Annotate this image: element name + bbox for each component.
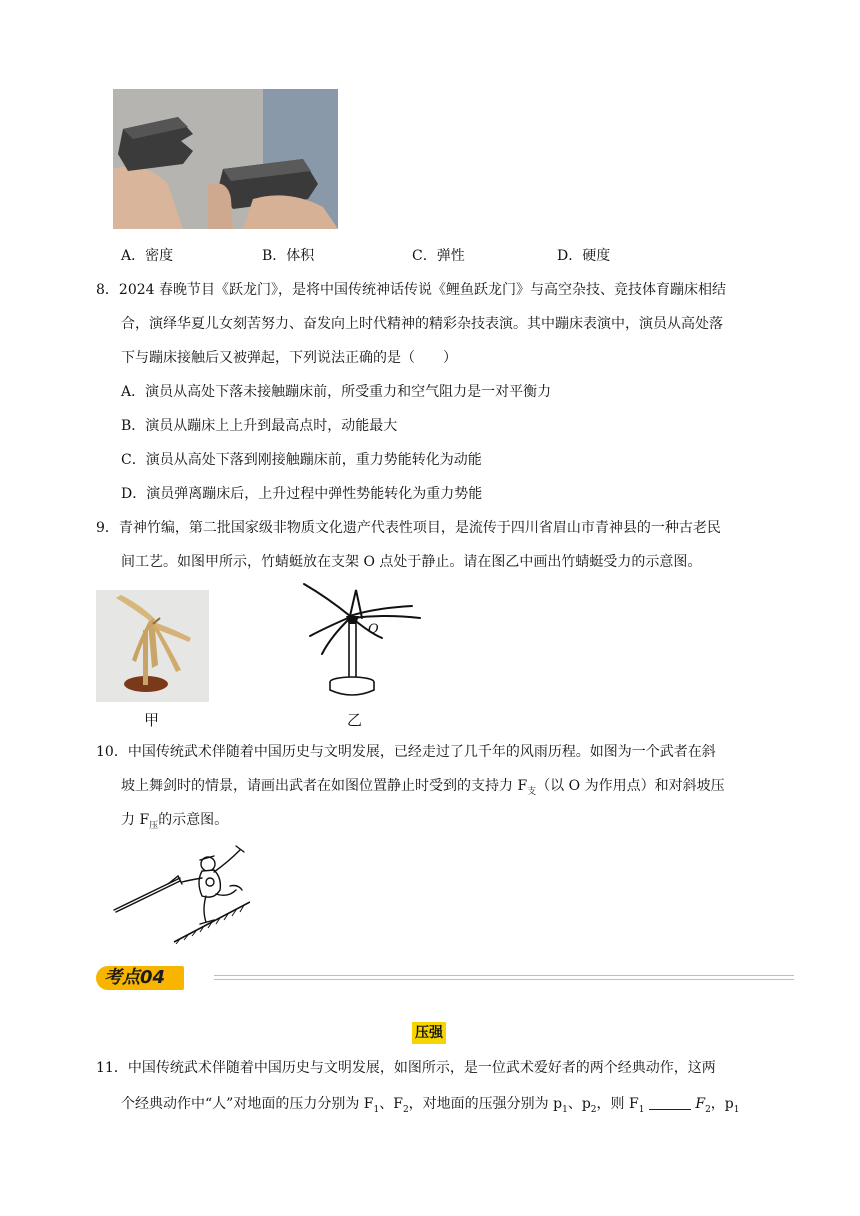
q10-stem-line-3: 力 $F_压$的示意图。 (121, 812, 229, 831)
q8-option-d: D．演员弹离蹦床后，上升过程中弹性势能转化为重力势能 (121, 486, 483, 502)
q8-stem-line-1: 8．2024 春晚节目《跃龙门》，是将中国传统神话传说《鲤鱼跃龙门》与高空杂技、竞技体育蹦床相结 (96, 282, 726, 298)
q7-option-d: D．硬度 (557, 248, 611, 264)
dragonfly-on-stand-diagram (290, 578, 430, 706)
q10-stem-line-2: 坡上舞剑时的情景，请画出武者在如图位置静止时受到的支持力 $F_支$（以 O 为作用点）和对斜坡压 (121, 778, 725, 797)
q9-figure-yi-label: 乙 (347, 711, 363, 729)
q10-stem-line-1: 10．中国传统武术伴随着中国历史与文明发展，已经走过了几千年的风雨历程。如图为一个武者在斜 (96, 744, 716, 760)
bamboo-dragonfly-photo (96, 590, 209, 702)
section-rule-top (214, 975, 794, 976)
q8-stem-line-3: 下与蹦床接触后又被弹起，下列说法正确的是（ ） (121, 350, 457, 366)
q8-stem-line-2: 合，演绎华夏儿女刻苦努力、奋发向上时代精神的精彩杂技表演。其中蹦床表演中，演员从高处落 (121, 316, 723, 332)
q7-option-b: B．体积 (262, 248, 315, 264)
magnets-photo (113, 89, 338, 229)
section-header (96, 966, 796, 992)
q7-option-c: C．弹性 (412, 248, 465, 264)
swordsman-on-slope-diagram (110, 840, 250, 944)
hands-holding-blocks-image (113, 89, 338, 229)
answer-blank-1[interactable] (649, 1095, 691, 1110)
section-rule-bottom (214, 979, 794, 980)
q9-stem-line-2: 间工艺。如图甲所示，竹蜻蜓放在支架 O 点处于静止。请在图乙中画出竹蜻蜓受力的示意图。 (121, 554, 702, 570)
q9-figure-yi-drawing (290, 578, 430, 706)
q9-stem-line-1: 9．青神竹编，第二批国家级非物质文化遗产代表性项目，是流传于四川省眉山市青神县的一种古老民 (96, 520, 721, 536)
q8-option-c: C．演员从高处下落到刚接触蹦床前，重力势能转化为动能 (121, 452, 482, 468)
q10-swordsman-figure (110, 840, 250, 944)
q11-stem-line-2: 个经典动作中“人”对地面的压力分别为 $F_1$、$F_2$，对地面的压强分别为 $p_1$、$p_2$，则 $F_1$ $F_2$，$p_1$ (121, 1096, 740, 1115)
section-badge-label: 考点04 (104, 967, 166, 988)
q9-figure-jia-label: 甲 (144, 711, 160, 729)
q7-option-a: A．密度 (121, 248, 174, 264)
q11-stem-line-1: 11．中国传统武术伴随着中国历史与文明发展，如图所示，是一位武术爱好者的两个经典动作，这两 (96, 1060, 716, 1076)
section-title: 压强 (412, 1022, 446, 1044)
q9-figure-jia-photo (96, 590, 209, 702)
point-o-label: O (368, 622, 379, 637)
q8-option-b: B．演员从蹦床上上升到最高点时，动能最大 (121, 418, 398, 434)
q8-option-a: A．演员从高处下落未接触蹦床前，所受重力和空气阻力是一对平衡力 (121, 384, 552, 400)
